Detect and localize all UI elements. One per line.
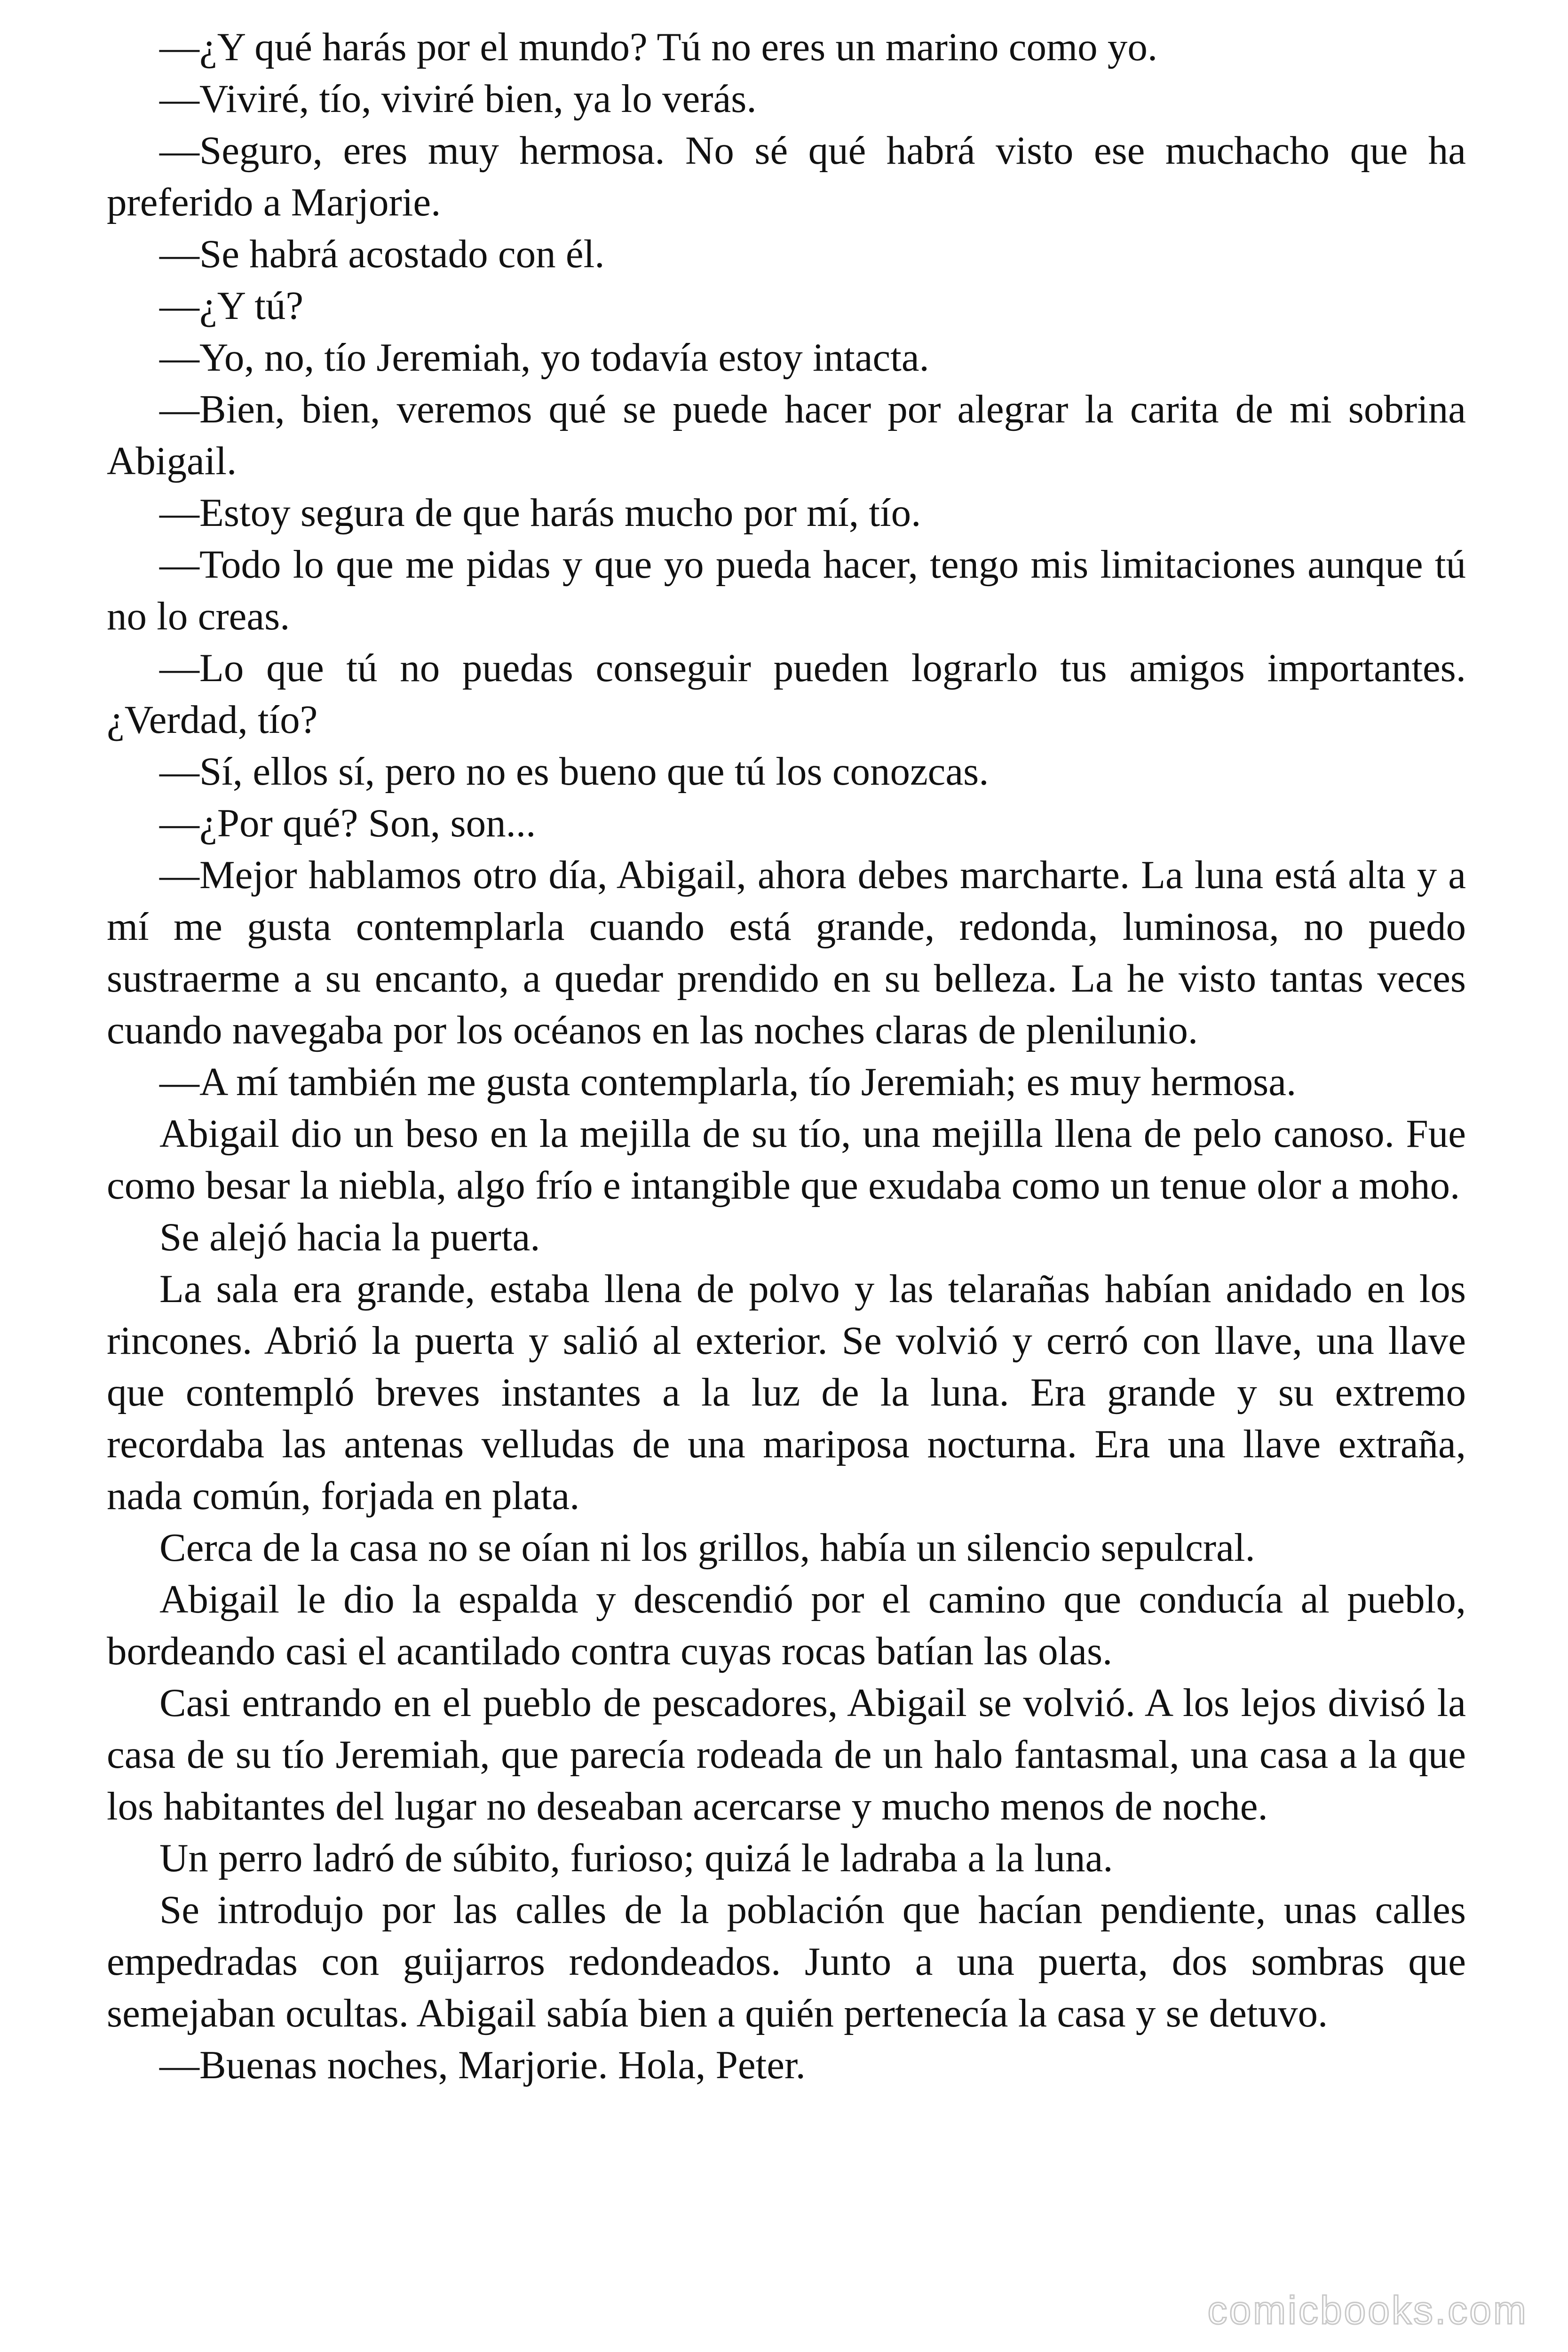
paragraph: —Sí, ellos sí, pero no es bueno que tú los conozcas.	[159, 749, 989, 794]
paragraph: La sala era grande, estaba llena de polvo y las telarañas habían anidado en los rincones. Abrió la puerta y salió al exterior. Se volvió y cerró con llave, una llave que contempló breves instantes a la luz de la luna. Era grande y su extremo recordaba las antenas velludas de una mariposa nocturna. Era una llave extraña, nada común, forjada en plata.	[107, 1267, 1466, 1518]
paragraph: —Viviré, tío, viviré bien, ya lo verás.	[159, 77, 757, 121]
paragraph: —Lo que tú no puedas conseguir pueden lograrlo tus amigos importantes. ¿Verdad, tío?	[107, 646, 1466, 742]
paragraph: —¿Y tú?	[159, 284, 304, 328]
paragraph: —A mí también me gusta contemplarla, tío Jeremiah; es muy hermosa.	[159, 1060, 1297, 1104]
paragraph: —Yo, no, tío Jeremiah, yo todavía estoy intacta.	[159, 335, 929, 380]
paragraph: Cerca de la casa no se oían ni los grillos, había un silencio sepulcral.	[159, 1526, 1255, 1570]
paragraph: —¿Por qué? Son, son...	[159, 801, 536, 845]
paragraph: Casi entrando en el pueblo de pescadores, Abigail se volvió. A los lejos divisó la casa de su tío Jeremiah, que parecía rodeada de un halo fantasmal, una casa a la que los habitantes del lugar no deseaban acercarse y mucho menos de noche.	[107, 1681, 1466, 1828]
paragraph: —¿Y qué harás por el mundo? Tú no eres un marino como yo.	[159, 25, 1158, 69]
paragraph: —Mejor hablamos otro día, Abigail, ahora debes marcharte. La luna está alta y a mí me gusta contemplarla cuando está grande, redonda, luminosa, no puedo sustraerme a su encanto, a quedar prendido en su belleza. La he visto tantas veces cuando navegaba por los océanos en las noches claras de plenilunio.	[107, 853, 1466, 1052]
paragraph: —Todo lo que me pidas y que yo pueda hacer, tengo mis limitaciones aunque tú no lo creas.	[107, 542, 1466, 638]
paragraph: —Buenas noches, Marjorie. Hola, Peter.	[159, 2043, 806, 2087]
paragraph: Abigail le dio la espalda y descendió por el camino que conducía al pueblo, bordeando casi el acantilado contra cuyas rocas batían las olas.	[107, 1577, 1466, 1673]
paragraph: —Seguro, eres muy hermosa. No sé qué habrá visto ese muchacho que ha preferido a Marjorie.	[107, 128, 1466, 224]
paragraph: —Bien, bien, veremos qué se puede hacer por alegrar la carita de mi sobrina Abigail.	[107, 387, 1466, 483]
paragraph: Abigail dio un beso en la mejilla de su tío, una mejilla llena de pelo canoso. Fue como besar la niebla, algo frío e intangible que exudaba como un tenue olor a moho.	[107, 1112, 1466, 1208]
watermark-text: comicbooks.com	[1207, 2288, 1528, 2332]
book-page-text	[107, 21, 1466, 2091]
paragraph: —Se habrá acostado con él.	[159, 232, 605, 276]
paragraph: Se introdujo por las calles de la población que hacían pendiente, unas calles empedradas con guijarros redondeados. Junto a una puerta, dos sombras que semejaban ocultas. Abigail sabía bien a quién pertenecía la casa y se detuvo.	[107, 1888, 1466, 2035]
paragraph: —Estoy segura de que harás mucho por mí, tío.	[159, 491, 921, 535]
paragraph: Se alejó hacia la puerta.	[159, 1215, 540, 1259]
paragraph: Un perro ladró de súbito, furioso; quizá le ladraba a la luna.	[159, 1836, 1113, 1880]
